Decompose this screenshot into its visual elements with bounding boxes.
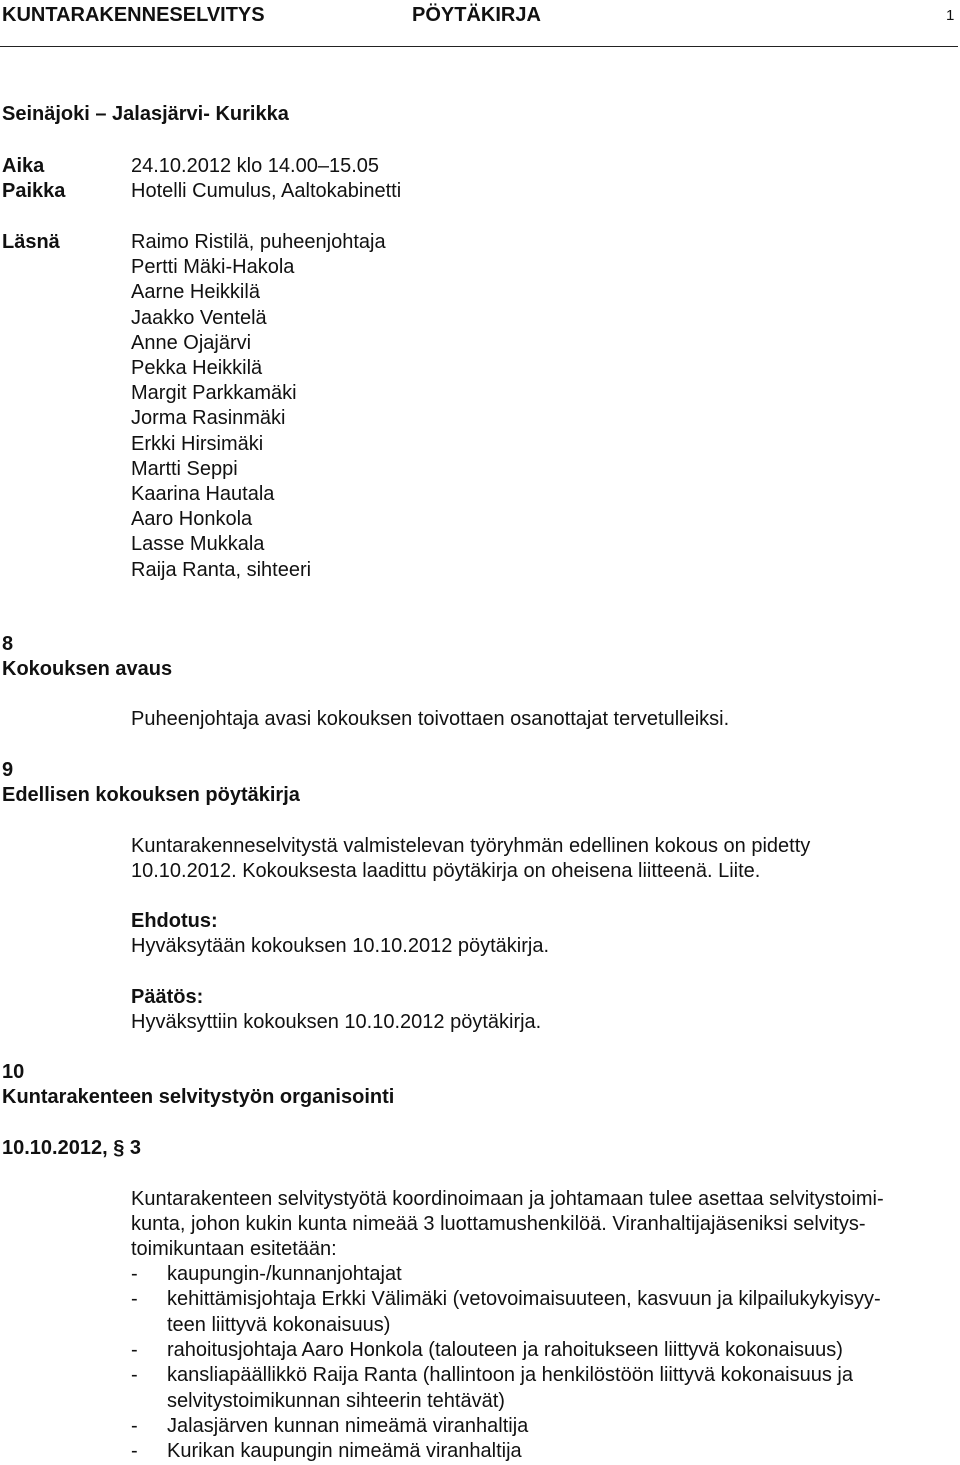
document-series-title: KUNTARAKENNESELVITYS [2,4,265,26]
present-person: Aarne Heikkilä [131,281,260,304]
page-number: 1 [946,7,955,24]
place-value: Hotelli Cumulus, Aaltokabinetti [131,180,402,202]
section-8-title: Kokouksen avaus [2,658,173,680]
bullet-item-text: teen liittyvä kokonaisuus) [167,1313,391,1336]
bullet-dash: - [131,1288,138,1311]
bullet-dash: - [131,1364,138,1387]
present-person: Erkki Hirsimäki [131,432,264,455]
proposal-text: Hyväksytään kokouksen 10.10.2012 pöytäkirja. [131,935,550,957]
time-value: 24.10.2012 klo 14.00–15.05 [131,155,379,177]
section-8-text: Puheenjohtaja avasi kokouksen toivottaen osanottajat tervetulleiksi. [131,708,730,730]
section-9-text-line: Kuntarakenneselvitystä valmistelevan työryhmän edellinen kokous on pidetty [131,835,811,857]
present-person: Anne Ojajärvi [131,331,252,354]
section-10-paragraph-line: toimikuntaan esitetään: [131,1238,337,1260]
bullet-dash: - [131,1263,138,1285]
present-person: Pekka Heikkilä [131,357,263,379]
decision-text: Hyväksyttiin kokouksen 10.10.2012 pöytäkirja. [131,1011,542,1033]
present-person: Lasse Mukkala [131,533,265,556]
present-person: Raimo Ristilä, puheenjohtaja [131,231,386,253]
section-10-reference: 10.10.2012, § 3 [2,1137,142,1159]
present-person: Kaarina Hautala [131,483,275,505]
section-9-title: Edellisen kokouksen pöytäkirja [2,784,300,806]
present-person: Jaakko Ventelä [131,306,267,329]
bullet-item-text: kehittämisjohtaja Erkki Välimäki (vetovoimaisuuteen, kasvuun ja kilpailukykyisyy- [167,1288,881,1311]
decision-label: Päätös: [131,986,204,1008]
bullet-item-text: Kurikan kaupungin nimeämä viranhaltija [167,1440,522,1463]
section-10-number: 10 [2,1061,25,1083]
present-person: Aaro Honkola [131,508,253,531]
time-label: Aika [2,155,45,177]
present-person: Raija Ranta, sihteeri [131,558,312,581]
section-10-paragraph-line: Kuntarakenteen selvitystyötä koordinoimaan ja johtamaan tulee asettaa selvitystoimi- [131,1188,884,1210]
bullet-dash: - [131,1414,138,1437]
section-8-number: 8 [2,633,14,655]
present-person: Margit Parkkamäki [131,382,297,405]
bullet-dash: - [131,1440,138,1463]
bullet-item-text: kansliapäällikkö Raija Ranta (hallintoon ja henkilöstöön liittyvä kokonaisuus ja [167,1364,853,1387]
header-divider [0,46,958,47]
bullet-item-text: rahoitusjohtaja Aaro Honkola (talouteen ja rahoitukseen liittyvä kokonaisuus) [167,1338,843,1361]
section-10-title: Kuntarakenteen selvitystyön organisointi [2,1086,395,1108]
section-9-number: 9 [2,759,14,781]
proposal-label: Ehdotus: [131,910,218,932]
section-9-text-line: 10.10.2012. Kokouksesta laadittu pöytäkirja on oheisena liitteenä. Liite. [131,860,761,882]
present-person: Pertti Mäki-Hakola [131,256,295,279]
bullet-item-text: Jalasjärven kunnan nimeämä viranhaltija [167,1414,529,1437]
bullet-item-text: kaupungin-/kunnanjohtajat [167,1263,402,1285]
document-type-title: PÖYTÄKIRJA [412,4,541,26]
meeting-title: Seinäjoki – Jalasjärvi- Kurikka [2,103,289,125]
section-10-paragraph-line: kunta, johon kukin kunta nimeää 3 luottamushenkilöä. Viranhaltijajäseniksi selvitys- [131,1213,866,1235]
bullet-item-text: selvitystoimikunnan sihteerin tehtävät) [167,1389,505,1412]
present-person: Jorma Rasinmäki [131,407,286,430]
present-label: Läsnä [2,231,60,253]
place-label: Paikka [2,180,66,202]
present-person: Martti Seppi [131,457,238,480]
bullet-dash: - [131,1338,138,1361]
